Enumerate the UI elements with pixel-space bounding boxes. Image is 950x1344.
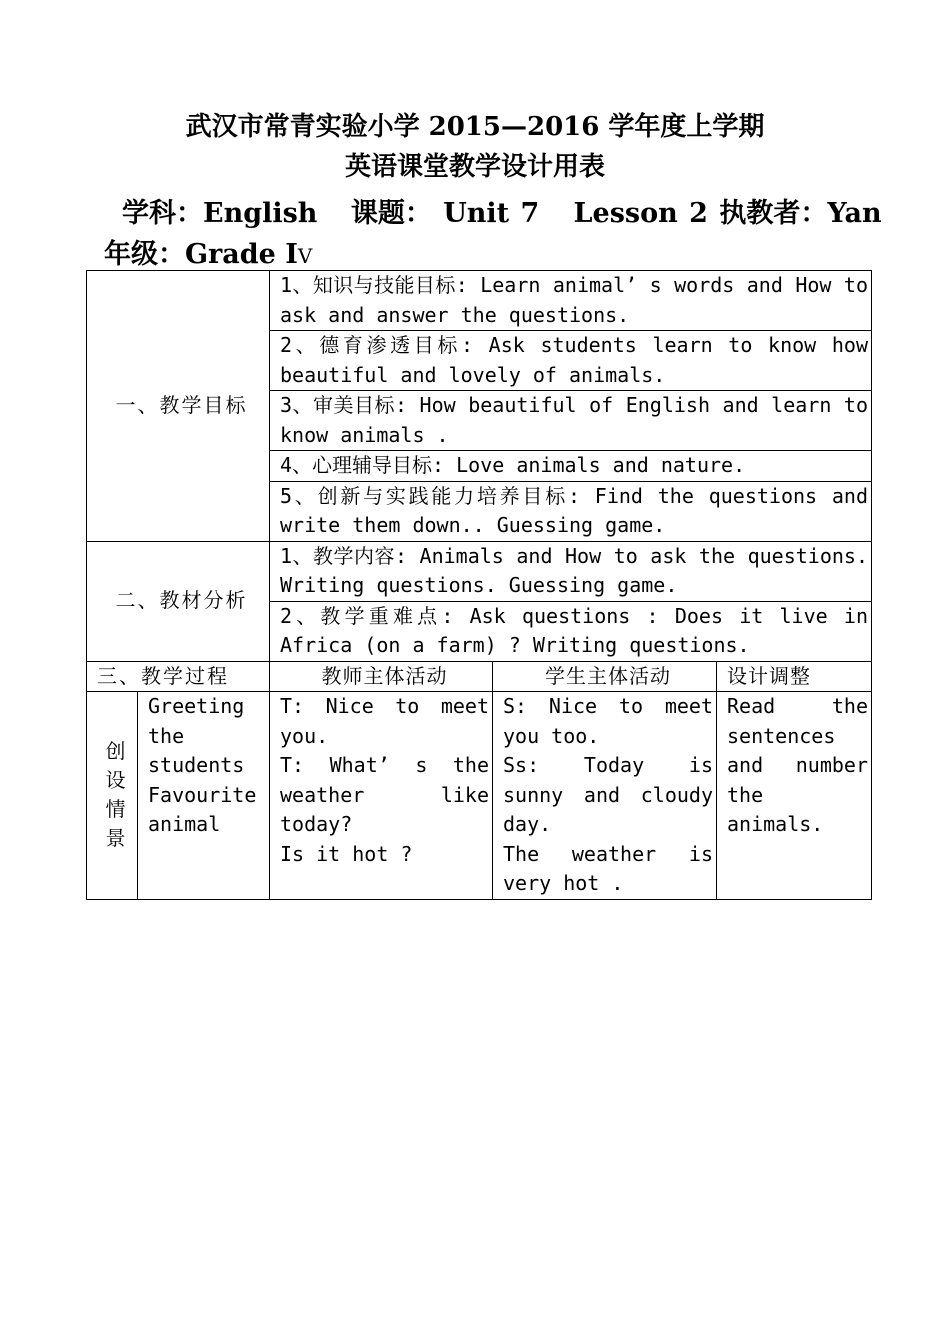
step-line: students bbox=[148, 753, 245, 777]
teacher-line: T: What’ s the weather like today? bbox=[280, 753, 489, 836]
design-adjust: Read the sentences and number the animals. bbox=[717, 692, 872, 900]
step-line: animal bbox=[148, 812, 221, 836]
lesson-info-line bbox=[122, 191, 882, 230]
objective-item: 4、心理辅导目标: Love animals and nature. bbox=[270, 451, 872, 482]
grade-label: 年级： bbox=[104, 239, 185, 270]
objective-item: 3、审美目标: How beautiful of English and learn to know animals . bbox=[270, 391, 872, 451]
teacher-label: 执教者： bbox=[719, 198, 828, 229]
step-line: Favourite bbox=[148, 782, 257, 807]
student-line: The weather is very hot . bbox=[503, 841, 713, 895]
teacher-line: Is it hot ? bbox=[280, 841, 413, 866]
design-adjust-header: 设计调整 bbox=[717, 661, 872, 692]
objective-row bbox=[87, 271, 872, 331]
lesson-plan-table bbox=[86, 270, 872, 900]
analysis-label: 二、教材分析 bbox=[87, 541, 270, 661]
stage-name-char: 设 bbox=[105, 768, 126, 793]
stage-name bbox=[87, 692, 138, 900]
teacher-line: T: Nice to meet you. bbox=[280, 694, 489, 748]
student-line: Ss: Today is sunny and cloudy day. bbox=[503, 753, 713, 836]
subject-label: 学科： bbox=[122, 198, 203, 229]
topic-value: Unit 7 Lesson 2 bbox=[443, 198, 708, 229]
teacher-activity-header: 教师主体活动 bbox=[270, 661, 493, 692]
teacher-activity bbox=[270, 692, 493, 900]
topic-label: 课题： bbox=[350, 198, 432, 229]
stage-steps bbox=[138, 692, 270, 900]
analysis-row bbox=[87, 541, 872, 601]
document-subtitle: 英语课堂教学设计用表 bbox=[344, 152, 605, 182]
grade-line bbox=[104, 232, 312, 271]
stage-name-char: 景 bbox=[105, 826, 126, 851]
step-line: Greeting bbox=[148, 694, 245, 718]
student-activity bbox=[493, 692, 717, 900]
process-stage-row bbox=[87, 692, 872, 900]
teacher-value: Yan bbox=[827, 198, 882, 229]
grade-value: Grade I bbox=[185, 239, 298, 270]
student-activity-header: 学生主体活动 bbox=[493, 661, 717, 692]
process-header-row bbox=[87, 661, 872, 692]
objective-item: 5、创新与实践能力培养目标: Find the questions and write them down.. Guessing game. bbox=[270, 481, 872, 541]
stage-name-char: 创 bbox=[105, 739, 126, 764]
student-line: S: Nice to meet you too. bbox=[503, 694, 713, 748]
analysis-item: 1、教学内容: Animals and How to ask the questions. Writing questions. Guessing game. bbox=[270, 541, 872, 601]
objective-item: 1、知识与技能目标: Learn animal’ s words and How to ask and answer the questions. bbox=[270, 271, 872, 331]
process-label: 三、教学过程 bbox=[87, 661, 270, 692]
subject-value: English bbox=[203, 198, 318, 229]
document-title: 武汉市常青实验小学 2015—2016 学年度上学期 bbox=[185, 112, 765, 142]
step-line: the bbox=[148, 723, 185, 748]
grade-suffix: V bbox=[297, 244, 313, 268]
stage-name-char: 情 bbox=[105, 797, 126, 822]
objectives-label: 一、教学目标 bbox=[87, 271, 270, 542]
analysis-item: 2、教学重难点: Ask questions : Does it live in Africa (on a farm) ? Writing questions. bbox=[270, 601, 872, 661]
objective-item: 2、德育渗透目标: Ask students learn to know how beautiful and lovely of animals. bbox=[270, 331, 872, 391]
